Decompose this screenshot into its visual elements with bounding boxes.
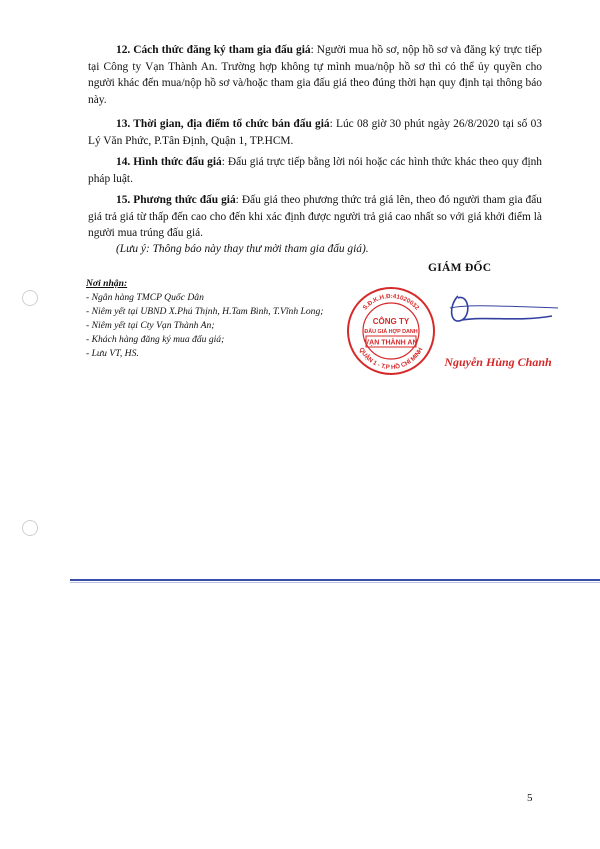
recipient-item: - Niêm yết tại UBND X.Phú Thịnh, H.Tam Bình, T.Vĩnh Long; [86,306,324,317]
section-14-heading: 14. Hình thức đấu giá [116,156,222,168]
seal-line-2: ĐẤU GIÁ HỢP DANH [364,329,418,335]
seal-line-1: CÔNG TY [372,317,410,326]
seal-ring-bottom: QUẬN 1 - T.P HỒ CHÍ MINH [357,346,425,372]
section-14-text: : Đấu giá trực tiếp bằng lời nói hoặc các hình thức khác theo quy định pháp luật. [88,156,542,185]
page-divider-shadow [70,582,600,583]
section-14 [88,154,542,187]
recipient-item: - Khách hàng đăng ký mua đấu giá; [86,334,225,345]
seal-line-3: VẠN THÀNH AN [364,339,418,347]
section-15 [88,192,542,242]
notice-note: (Lưu ý: Thông báo này thay thư mời tham gia đấu giá). [116,243,369,255]
page-number: 5 [527,792,533,804]
punch-hole-mark [22,520,38,536]
section-13-heading: 13. Thời gian, địa điểm tổ chức bán đấu giá [116,118,330,130]
page-divider [70,579,600,581]
signer-name: Nguyễn Hùng Chanh [444,355,552,369]
section-15-text: : Đấu giá theo phương thức trả giá lên, theo đó người tham gia đấu giá trả giá từ thấp đến cao cho đến khi xác định được người trả giá cao nhất so với giá khởi điểm là người mua trúng đấu giá. [88,194,542,240]
section-12-heading: 12. Cách thức đăng ký tham gia đấu giá [116,44,311,56]
company-seal [346,286,436,376]
seal-ring-top: S.Đ.K.H.Đ:41020032 [361,292,421,312]
section-15-heading: 15. Phương thức đấu giá [116,194,236,206]
signer-title: GIÁM ĐỐC [428,262,492,274]
signature [428,286,568,376]
recipient-item: - Niêm yết tại Cty Vạn Thành An; [86,320,215,331]
section-13 [88,116,542,149]
section-12 [88,42,542,108]
section-13-text: : Lúc 08 giờ 30 phút ngày 26/8/2020 tại số 03 Lý Văn Phức, P.Tân Định, Quận 1, TP.HCM. [88,118,542,147]
recipient-item: - Lưu VT, HS. [86,348,139,359]
recipients-list [86,277,323,361]
section-12-text: : Người mua hồ sơ, nộp hồ sơ và đăng ký trực tiếp tại Công ty Vạn Thành An. Trường hợp không tự mình mua/nộp hồ sơ thì có thể ủy quyền cho người khác đến mua/nộp hồ sơ và/hoặc tham gia đấu giá theo đúng thời hạn quy định tại thông báo này. [88,44,542,106]
punch-hole-mark [22,290,38,306]
recipients-heading: Nơi nhận: [86,278,128,289]
recipient-item: - Ngân hàng TMCP Quốc Dân [86,292,204,303]
